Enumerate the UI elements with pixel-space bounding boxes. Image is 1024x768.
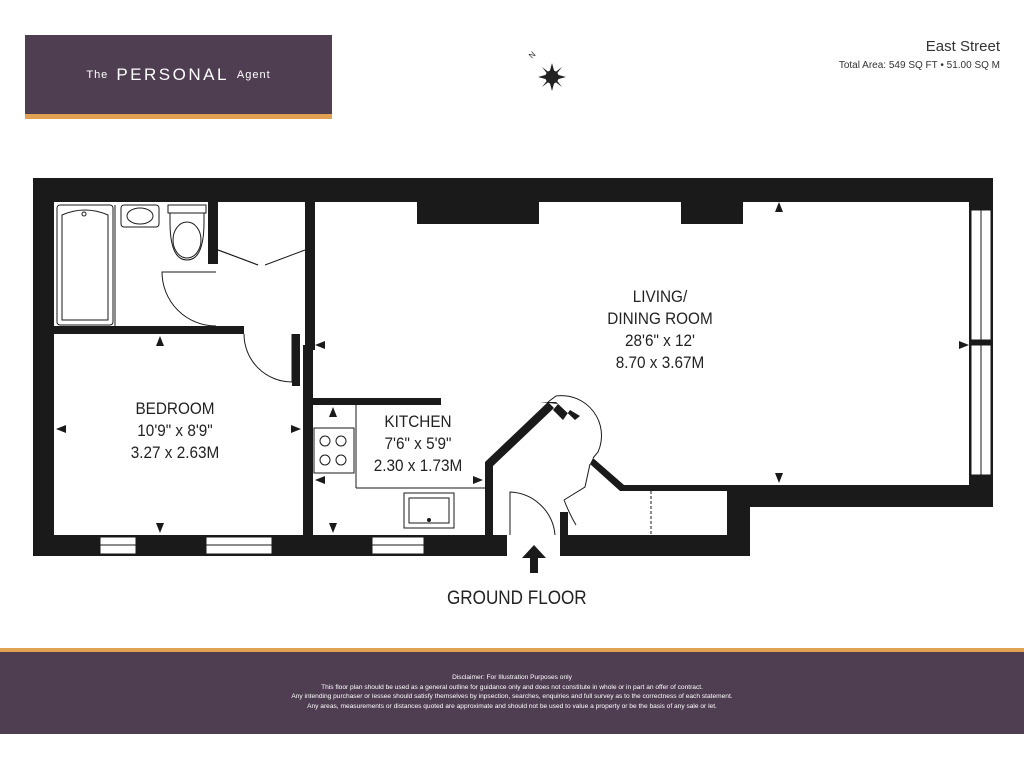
disclaimer <box>0 673 1024 711</box>
floor-label: GROUND FLOOR <box>447 588 587 609</box>
compass-north-label: N <box>527 50 538 61</box>
bedroom-label <box>117 398 234 464</box>
living-room-metric: 8.70 x 3.67M <box>615 353 705 372</box>
disclaimer-line-3: Any areas, measurements or distances quoted are approximate and should not be used to value a property or be the basis of any sale or let. <box>307 702 717 710</box>
exterior-walls <box>33 178 993 556</box>
disclaimer-line-2: Any intending purchaser or lessee should satisfy themselves by inpsection, searches, enquiries and full survey as to the correctness of each statement. <box>291 693 733 700</box>
bedroom-metric: 3.27 x 2.63M <box>130 443 220 462</box>
dimension-markers <box>56 202 969 533</box>
brand-prefix: The <box>86 68 109 81</box>
bedroom-name: BEDROOM <box>135 399 215 418</box>
kitchen-metric: 2.30 x 1.73M <box>373 456 463 475</box>
property-area: Total Area: 549 SQ FT • 51.00 SQ M <box>838 60 1000 71</box>
living-room-name-2: DINING ROOM <box>607 309 713 328</box>
kitchen-label <box>364 411 472 477</box>
kitchen-name: KITCHEN <box>384 412 452 431</box>
entrance-arrow-icon <box>522 545 546 573</box>
living-room-name-1: LIVING/ <box>632 287 688 306</box>
disclaimer-line-1: This floor plan should be used as a general outline for guidance only and does not constitute in whole or in part an offer of contract. <box>321 683 703 691</box>
bedroom-imperial: 10'9" x 8'9" <box>137 421 213 440</box>
brand-suffix: Agent <box>236 68 271 81</box>
disclaimer-heading: Disclaimer: For Illustration Purposes only <box>452 674 572 681</box>
kitchen-imperial: 7'6" x 5'9" <box>384 434 452 453</box>
property-title: East Street <box>925 38 1000 55</box>
footer-accent-stripe <box>0 648 1024 652</box>
cupboard-doors <box>218 250 305 265</box>
brand-name: PERSONAL <box>116 64 229 84</box>
bathroom-fixtures <box>57 205 206 326</box>
living-room-label <box>599 286 721 374</box>
living-room-imperial: 28'6" x 12' <box>625 331 695 350</box>
